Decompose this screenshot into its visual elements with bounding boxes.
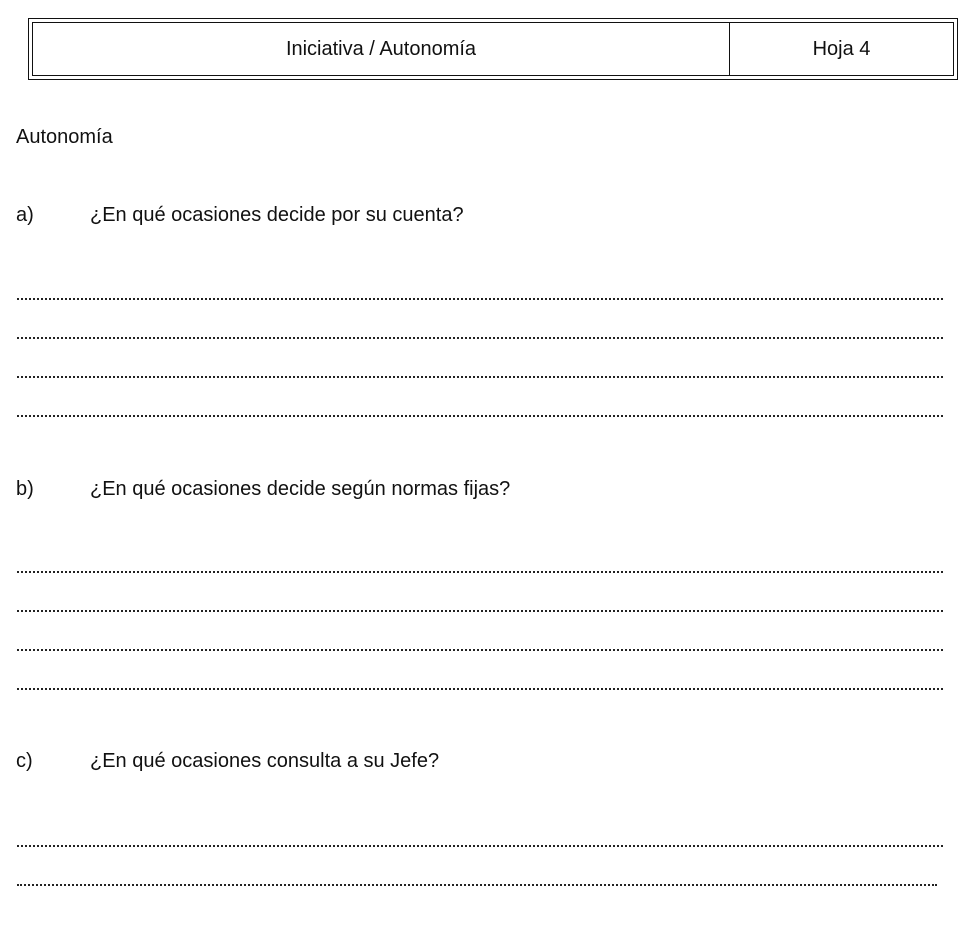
question-a	[16, 204, 464, 227]
question-text: ¿En qué ocasiones decide por su cuenta?	[90, 204, 464, 226]
sheet-number: Hoja 4	[812, 37, 871, 60]
page-title: Iniciativa / Autonomía	[33, 23, 730, 75]
answer-line[interactable]	[17, 571, 943, 573]
answer-line[interactable]	[17, 415, 943, 417]
question-c	[16, 750, 439, 773]
answer-line[interactable]	[17, 884, 937, 886]
answer-line[interactable]	[17, 298, 943, 300]
answer-line[interactable]	[17, 376, 943, 378]
question-letter: c)	[16, 750, 33, 772]
question-text: ¿En qué ocasiones consulta a su Jefe?	[90, 750, 440, 772]
header-inner-frame	[32, 22, 954, 76]
answer-line[interactable]	[17, 337, 943, 339]
question-b	[16, 478, 510, 501]
section-title: Autonomía	[16, 126, 113, 148]
answer-line[interactable]	[17, 649, 943, 651]
question-letter: b)	[16, 478, 34, 500]
answer-line[interactable]	[17, 845, 943, 847]
answer-line[interactable]	[17, 610, 943, 612]
question-letter: a)	[16, 204, 34, 226]
answer-line[interactable]	[17, 688, 943, 690]
header-box	[28, 18, 958, 80]
question-text: ¿En qué ocasiones decide según normas fijas?	[90, 478, 511, 500]
